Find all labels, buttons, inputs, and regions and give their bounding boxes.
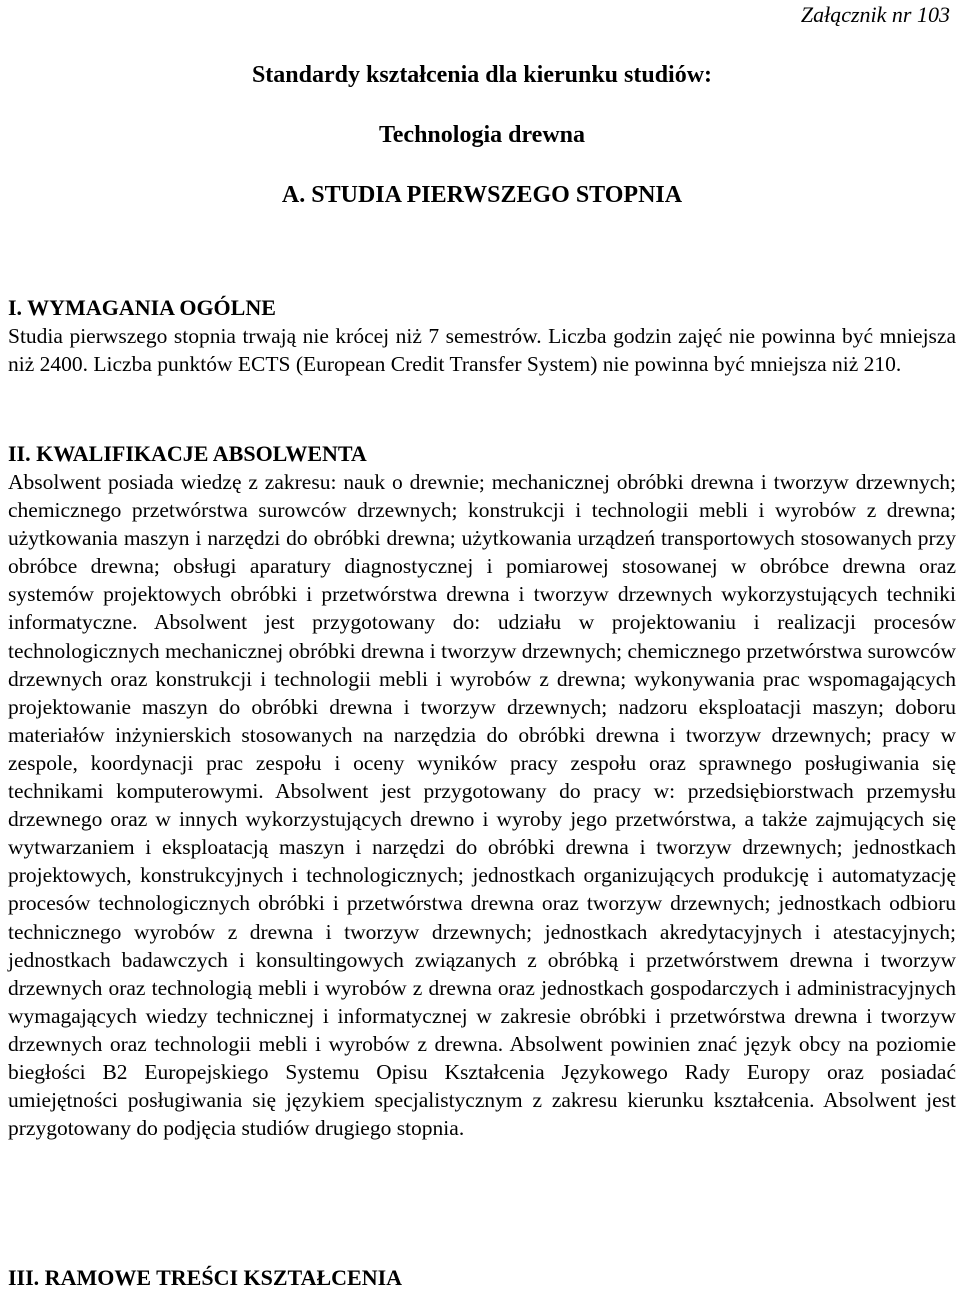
curriculum-heading: III. RAMOWE TREŚCI KSZTAŁCENIA	[8, 1265, 403, 1290]
field-of-study-title: Technologia drewna	[378, 122, 586, 148]
document-title: Standardy kształcenia dla kierunku studiów:	[251, 62, 713, 88]
graduate-qualifications-heading: II. KWALIFIKACJE ABSOLWENTA	[8, 441, 367, 466]
graduate-qualifications-text: Absolwent posiada wiedzę z zakresu: nauk o drewnie; mechanicznej obróbki drewna i tworzyw drzewnych; chemicznego przetwórstwa surowców drzewnych; konstrukcji i technologii mebli i wyrobów z drewna; użytkowania maszyn i narzędzi do obróbki drewna; użytkowania urządzeń transportowych stosowanych przy obróbce drewna; obsługi aparatury diagnostycznej i pomiarowej stosowanej w obróbce drewna oraz systemów projektowych obróbki i przetwórstwa drewna i tworzyw drzewnych wykorzystujących techniki informatyczne. Absolwent jest przygotowany do: udziału w projektowaniu i realizacji procesów technologicznych mechanicznej obróbki drewna i tworzyw drzewnych; chemicznego przetwórstwa surowców drzewnych oraz konstrukcji i technologii mebli i wyrobów z drewna; wykonywania prac wspomagających projektowanie maszyn do obróbki drewna i tworzyw drzewnych; nadzoru eksploatacji maszyn; doboru materiałów inżynierskich stosowanych na narzędzia do obróbki drewna i tworzyw drzewnych; pracy w zespole, koordynacji prac zespołu i oceny wyników pracy zespołu oraz sprawnego posługiwania się technikami komputerowymi. Absolwent jest przygotowany do pracy w: przedsiębiorstwach przemysłu drzewnego oraz w innych wykorzystujących drewno i wyroby jego przetwórstwa, a także zajmujących się wytwarzaniem i eksploatacją maszyn i narzędzi do obróbki drewna i tworzyw drzewnych; jednostkach projektowych, konstrukcyjnych i technologicznych; jednostkach organizujących produkcję i automatyzację procesów technologicznych obróbki i przetwórstwa drewna oraz tworzyw drzewnych; jednostkach odbioru technicznego wyrobów z drewna i tworzyw drzewnych; jednostkach akredytacyjnych i atestacyjnych; jednostkach badawczych i konsultingowych związanych z obróbką i przetwórstwem drewna i tworzyw drzewnych oraz technologią mebli i wyrobów z drewna oraz jednostkach gospodarczych i administracyjnych wymagających wiedzy technicznej i informatycznej w zakresie obróbki i przetwórstwa drewna i tworzyw drzewnych oraz technologii mebli i wyrobów z drewna. Absolwent powinien znać język obcy na poziomie biegłości B2 Europejskiego Systemu Opisu Kształcenia Językowego Rady Europy oraz posiadać umiejętności posługiwania się językiem specjalistycznym z zakresu kierunku kształcenia. Absolwent jest przygotowany do podjęcia studiów drugiego stopnia.	[8, 470, 956, 1141]
general-requirements-section	[8, 294, 956, 378]
general-requirements-text: Studia pierwszego stopnia trwają nie krócej niż 7 semestrów. Liczba godzin zajęć nie powinna być mniejsza niż 2400. Liczba punktów ECTS (European Credit Transfer System) nie powinna być mniejsza niż 210.	[8, 324, 956, 377]
study-level-title: A. STUDIA PIERWSZEGO STOPNIA	[281, 182, 683, 208]
general-requirements-heading: I. WYMAGANIA OGÓLNE	[8, 295, 276, 320]
annex-label: Załącznik nr 103	[800, 2, 950, 27]
graduate-qualifications-section	[8, 440, 956, 1142]
